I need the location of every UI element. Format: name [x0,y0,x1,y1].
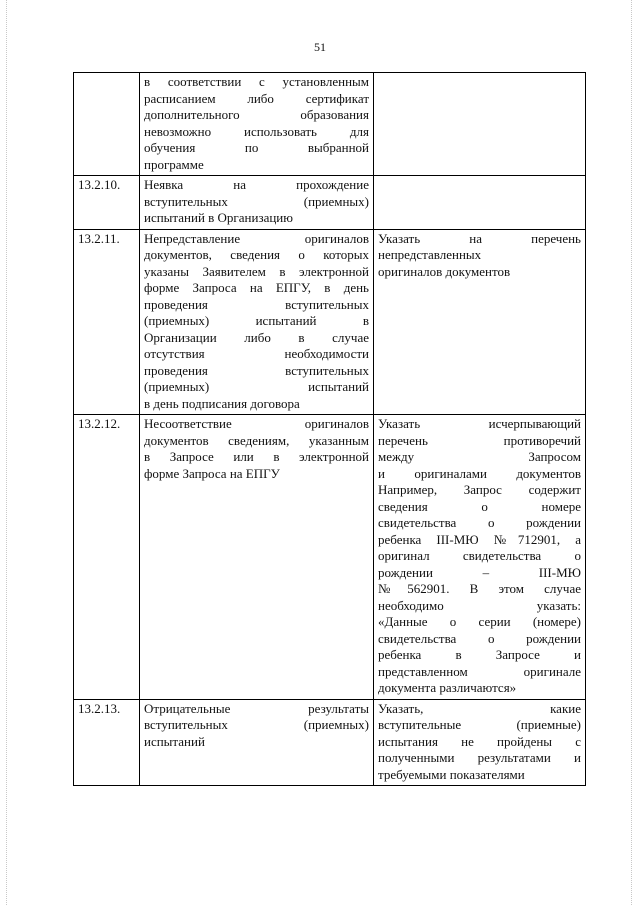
refusal-explanation-line: перечень противоречий [378,432,581,448]
refusal-reason-line: в соответствии с установленным [144,74,369,89]
table-row [74,415,586,700]
refusal-reason-line: вступительных (приемных) [144,717,369,732]
refusal-explanation [374,699,586,786]
refusal-explanation-line: требуемыми показателями [378,766,525,782]
refusal-reason-line: обучения по выбранной [144,140,369,155]
refusal-explanation-line: свидетельства о рождении [378,630,581,646]
page-number: 51 [314,40,326,54]
refusal-reason-line: программе [144,156,204,172]
refusal-reason-line: указаны Заявителем в электронной [144,263,369,279]
table-row [74,176,586,230]
refusal-reason [140,73,374,176]
refusal-reason-line: дополнительного образования [144,107,369,122]
refusal-reason [140,229,374,415]
refusal-reason-line: Несоответствие оригиналов [144,416,369,431]
refusal-explanation-line: ребенка III-МЮ №712901, а [378,531,581,547]
refusal-explanation-line: полученными результатами и [378,750,581,765]
refusal-reason-line: испытаний [144,733,205,749]
refusal-explanation [374,176,586,230]
refusal-explanation-line: представленном оригинале [378,663,581,679]
item-number: 13.2.10. [74,176,140,230]
table-row [74,229,586,415]
refusal-reason-line: в Запросе или в электронной [144,449,369,464]
refusal-reason-line: невозможно использовать для [144,123,369,139]
refusal-explanation-line: оригинал свидетельства о [378,548,581,563]
refusal-explanation-line: Указать, какие [378,700,581,716]
refusal-explanation-line: свидетельства о рождении [378,515,581,530]
refusal-reason-line: (приемных) испытаний [144,379,369,394]
refusal-reason-line: проведения вступительных [144,362,369,378]
refusal-explanation-line: ребенка в Запросе и [378,647,581,662]
item-number: 13.2.13. [74,699,140,786]
refusal-explanation-line: и оригиналами документов [378,465,581,481]
refusal-reason-line: отсутствия необходимости [144,346,369,361]
refusal-explanation-line: «Данные о серии (номере) [378,614,581,629]
refusal-reason [140,176,374,230]
refusal-explanation-line: Например, Запрос содержит [378,482,581,497]
refusal-explanation-line: непредставленных [378,247,482,262]
table-body [74,73,586,786]
refusal-explanation-line: оригиналов документов [378,263,511,279]
refusal-reason-line: (приемных) испытаний в [144,313,369,328]
refusal-explanation-line: №562901. В этом случае [378,581,581,596]
refusal-reason-line: форме Запроса на ЕПГУ [144,465,280,481]
scan-edge-right [631,0,634,905]
refusal-reason-line: в день подписания договора [144,395,300,411]
refusal-reason-line: Отрицательные результаты [144,700,369,716]
refusal-reason-line: испытаний в Организацию [144,210,293,225]
refusal-explanation-line: рождении – III-МЮ [378,564,581,580]
refusal-explanation-line: между Запросом [378,449,581,464]
refusal-reason-line: документов сведениям, указанным [144,432,369,448]
refusal-explanation-line: вступительные (приемные) [378,717,581,732]
refusal-explanation [374,229,586,415]
refusal-explanation-line: документа различаются» [378,680,517,695]
item-number: 13.2.11. [74,229,140,415]
refusal-explanation-line: испытания не пройдены с [378,733,581,749]
table-row [74,73,586,176]
refusal-explanation-line: необходимо указать: [378,597,581,613]
scan-edge-left [6,0,9,905]
refusal-explanation-line: сведения о номере [378,498,581,514]
refusal-explanation [374,73,586,176]
refusal-reason-line: Непредставление оригиналов [144,230,369,246]
refusal-reason-line: форме Запроса на ЕПГУ, в день [144,280,369,295]
refusal-reason-line: вступительных (приемных) [144,193,369,209]
refusal-reason-line: Организации либо в случае [144,329,369,345]
refusal-reason-line: проведения вступительных [144,296,369,312]
refusal-reasons-table [73,72,586,786]
refusal-reason-line: расписанием либо сертификат [144,90,369,106]
refusal-reason [140,699,374,786]
table-row [74,699,586,786]
refusal-reason [140,415,374,700]
refusal-reason-line: документов, сведения о которых [144,247,369,262]
refusal-explanation-line: Указать исчерпывающий [378,416,581,431]
refusal-explanation [374,415,586,700]
refusal-reason-line: Неявка на прохождение [144,177,369,192]
item-number [74,73,140,176]
refusal-explanation-line: Указать на перечень [378,230,581,246]
item-number: 13.2.12. [74,415,140,700]
